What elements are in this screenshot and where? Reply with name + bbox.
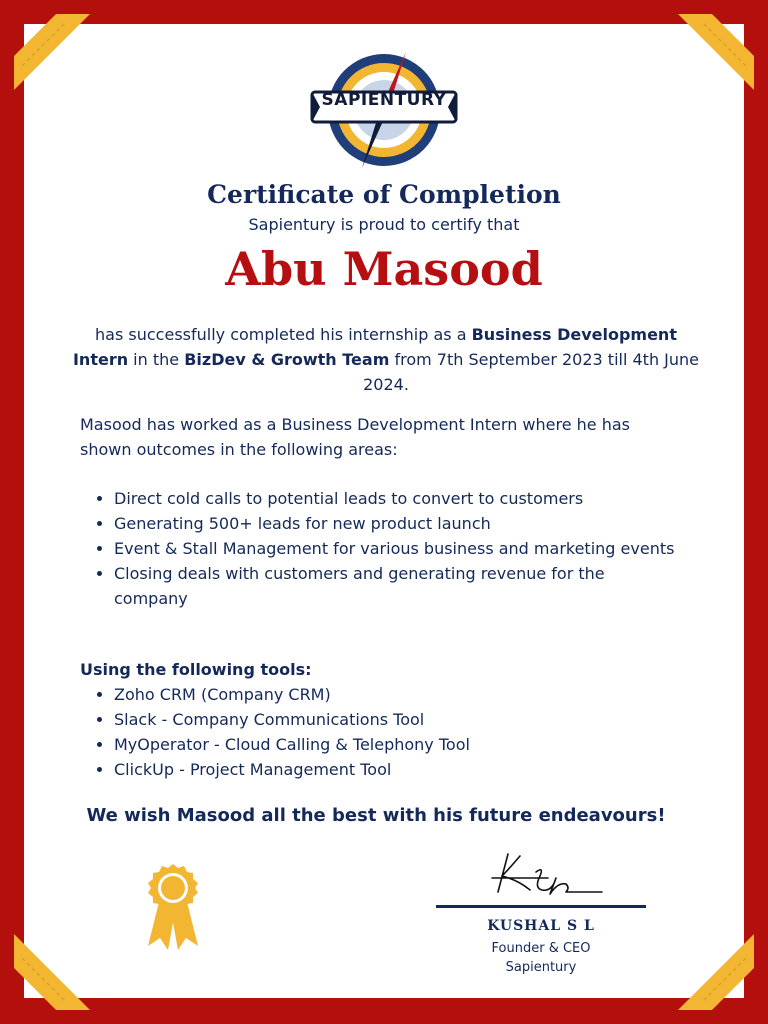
list-item: • MyOperator - Cloud Calling & Telephony Tool (114, 732, 680, 757)
signatory-name: KUSHAL S L (487, 918, 595, 934)
outcomes-list (80, 486, 680, 611)
corner-ribbon (664, 920, 754, 1010)
completion-statement (66, 322, 706, 397)
certificate-subtitle: Sapientury is proud to certify that (248, 215, 520, 234)
tools-heading: Using the following tools: (80, 660, 312, 679)
signatory-title: Founder & CEO (491, 941, 591, 956)
statement-text: in the (128, 350, 185, 369)
list-item: • Closing deals with customers and generating revenue for the company (114, 561, 680, 611)
corner-ribbon (14, 920, 104, 1010)
list-item: • Zoho CRM (Company CRM) (114, 682, 680, 707)
logo-wordmark: SAPIENTURY (321, 90, 447, 110)
tools-list (80, 682, 680, 782)
list-item: • Generating 500+ leads for new product launch (114, 511, 680, 536)
statement-text: from 7th September 2023 till 4th June 2024. (363, 350, 700, 394)
list-item: • Slack - Company Communications Tool (114, 707, 680, 732)
compass-icon (310, 50, 458, 170)
list-item: • Direct cold calls to potential leads to convert to customers (114, 486, 680, 511)
corner-ribbon (664, 14, 754, 104)
corner-ribbon (14, 14, 104, 104)
signatory-organization: Sapientury (505, 960, 577, 975)
statement-team: BizDev & Growth Team (184, 350, 390, 369)
certificate-title: Certificate of Completion (207, 180, 561, 209)
sapientury-logo (310, 50, 458, 170)
statement-role: Business Development Intern (72, 325, 677, 369)
list-item: • Event & Stall Management for various business and marketing events (114, 536, 680, 561)
outcomes-intro: Masood has worked as a Business Development Intern where he has shown outcomes in the following areas: (80, 415, 630, 459)
signature (478, 848, 606, 898)
award-ribbon-icon (142, 862, 204, 954)
recipient-name: Abu Masood (225, 242, 543, 296)
closing-message: We wish Masood all the best with his future endeavours! (86, 805, 666, 826)
list-item: • ClickUp - Project Management Tool (114, 757, 680, 782)
statement-text: has successfully completed his internship as a (95, 325, 472, 344)
signature-line (436, 905, 646, 908)
